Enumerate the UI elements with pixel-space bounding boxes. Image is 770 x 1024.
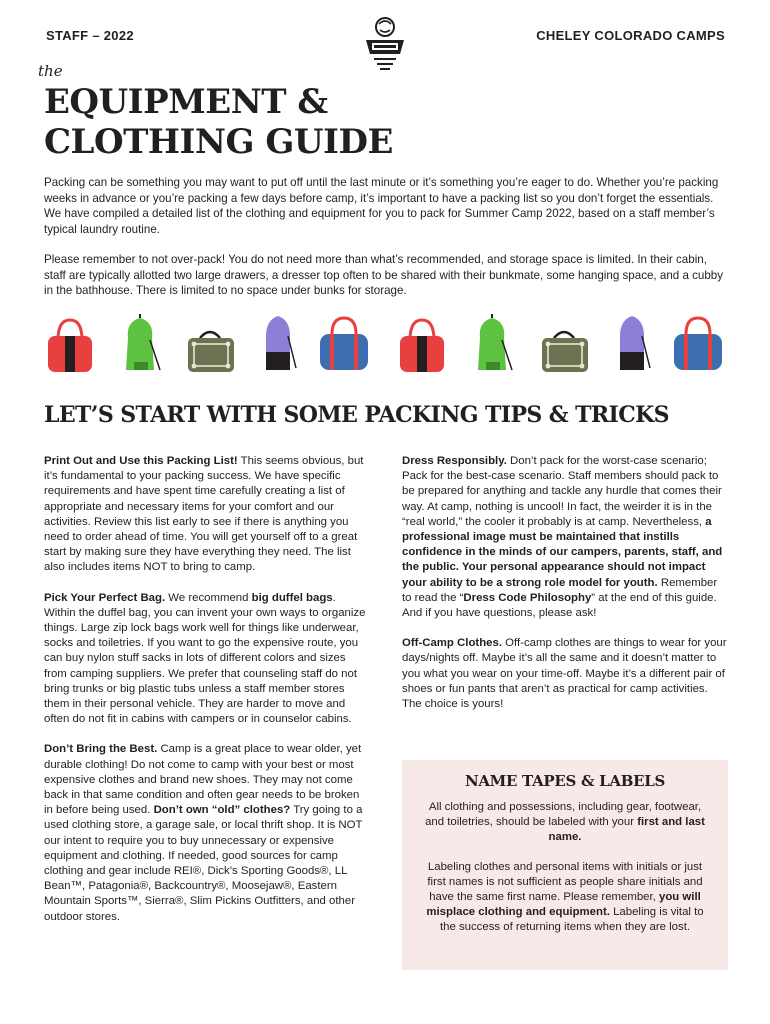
bag-purple-sack xyxy=(620,316,650,370)
bag-green-sack xyxy=(478,314,512,370)
bag-blue-duffel xyxy=(320,318,368,370)
name-tapes-paragraph-1 xyxy=(420,800,710,846)
intro-paragraph-2: Please remember to not over-pack! You do not need more than what’s recommended, and storage space is limited. In their cabin, staff are typically allotted two large drawers, a dresser top often to be shared with their bunkmate, some hanging space, and a cubby in the bathhouse. There is limited to no space under bunks for storage. xyxy=(44,253,724,298)
tip-dress-body-1: Don’t pack for the worst-case scenario; Pack for the best-case scenario. Staff members should pack to be prepared for anything and tackle any hurdle that comes their way. At camp, nothing is uncool! In fact, the weirder it is in the “real world,” the cooler it probably is at camp. Nevertheless, xyxy=(402,455,722,528)
bag-red-duffel xyxy=(48,320,92,372)
tip-bag-title: Pick Your Perfect Bag. xyxy=(44,591,166,604)
tip-best-title: Don’t Bring the Best. xyxy=(44,743,158,756)
tip-offcamp-body: Off-camp clothes are things to wear for your days/nights off. Maybe it’s all the same and it doesn’t matter to you what you wear on your time-off. Maybe it’s a different pair of shoes or fun pants that aren’t as practical for camp activities. The choice is yours! xyxy=(402,637,727,711)
name-tapes-paragraph-2 xyxy=(420,860,710,936)
title-prefix: the xyxy=(38,62,63,80)
name-tapes-heading: NAME TAPES & LABELS xyxy=(464,772,666,790)
title-line-1: EQUIPMENT & xyxy=(44,82,328,122)
tip-dress-title: Dress Responsibly. xyxy=(402,455,507,467)
tip-dress-body-3: ” at the end of this guide. And if you have questions, please ask! xyxy=(402,591,717,620)
tip-print-list xyxy=(44,454,370,576)
tip-best-body-2: Try going to a used clothing store, a garage sale, or local thrift shop. It is NOT our intent to require you to buy unnecessary or expensive equipment and clothing. If needed, good sources for camp clothing and gear include REI®, Dick’s Sporting Goods®, LL Bean™, Patagonia®, Backcountry®, Moosejaw®, Eastern Mountain Sports™, Sierra®, Slim Pickins Outfitters, and other outdoor stores. xyxy=(44,804,363,923)
header-staff-year: STAFF – 2022 xyxy=(46,28,134,43)
tip-bag-emphasis: big duffel bags xyxy=(251,591,333,604)
tips-right-column xyxy=(402,454,728,727)
intro-paragraph-1: Packing can be something you may want to put off until the last minute or it’s something you’re eager to do. Whether you’re packing weeks in advance or you’re packing a few days before camp, it’s important to have a packing list so you don’t forget the essentials. We have compiled a detailed list of the clothing and equipment for you to pack for Summer Camp 2022, based on a staff member’s typical laundry routine. xyxy=(44,176,719,236)
header-camp-name: CHELEY COLORADO CAMPS xyxy=(536,28,725,43)
name-tapes-p2-text: Labeling clothes and personal items with initials or just first names is not sufficient as people share initials and have the same first name. Please remember, xyxy=(427,860,703,904)
tip-dress-code-link: Dress Code Philosophy xyxy=(463,591,592,604)
tip-print-title: Print Out and Use this Packing List! xyxy=(44,455,238,467)
tip-dress-body-2: Remember to read the “ xyxy=(402,576,718,604)
tips-left-column xyxy=(44,454,370,940)
bag-olive-duffel xyxy=(542,332,588,372)
cheley-logo xyxy=(362,14,408,76)
bag-illustrations xyxy=(48,312,724,376)
tip-perfect-bag xyxy=(44,591,370,728)
name-tapes-p2-end: Labeling is vital to the success of returning items when they are lost. xyxy=(439,906,704,934)
tip-dress-responsibly xyxy=(402,454,728,621)
bag-red-duffel xyxy=(400,320,444,372)
tip-best-body-1: Camp is a great place to wear older, yet durable clothing! Do not come to camp with your best or most expensive clothes and brand new shoes. They may not come back in that same condition and often gear needs to be broken in before being used. xyxy=(44,743,362,817)
bag-purple-sack xyxy=(266,316,296,370)
name-tapes-p2-emphasis: you will misplace clothing and equipment. xyxy=(426,891,701,919)
tip-off-camp-clothes xyxy=(402,636,728,712)
bag-blue-duffel xyxy=(674,318,722,370)
bag-green-sack xyxy=(126,314,160,370)
tips-heading: LET’S START WITH SOME PACKING TIPS & TRICKS xyxy=(44,402,669,428)
tip-best-emphasis: Don’t own “old” clothes? xyxy=(153,804,291,817)
tip-dress-emphasis: a professional image must be maintained that instills confidence in the minds of our campers, parents, staff, and the public. Your personal appearance should not impact your ability to be a strong role model for youth. xyxy=(402,515,723,589)
tip-dont-bring-best xyxy=(44,742,370,924)
tip-print-body: This seems obvious, but it’s fundamental to your packing success. We have specific requirements and have spent time carefully creating a list of appropriate and necessary items for your comfort and our activities. Review this list early to see if there is anything you need to order ahead of time. You will get yourself off to a great start by making sure they have everything they need. The list also includes items NOT to bring to camp. xyxy=(44,455,364,574)
name-tapes-p1-text: All clothing and possessions, including gear, footwear, and toiletries, should be labeled with your xyxy=(425,801,702,829)
name-tapes-box xyxy=(402,760,728,970)
name-tapes-p1-emphasis: first and last name. xyxy=(548,816,705,844)
tip-offcamp-title: Off-Camp Clothes. xyxy=(402,637,502,650)
page-title xyxy=(44,82,393,162)
tip-bag-body: . Within the duffel bag, you can invent your own ways to organize things. Large zip lock bags work well for things like underwear, socks and toiletries. If you want to go the expensive route, you can buy nylon stuff sacks in lots of different colors and sizes from camping suppliers. We prefer that counseling staff do not bring trunks or big plastic tubs unless a staff member stores them in their personal vehicle. They are harder to move and often do not fit in cabins with campers or in counselor cabins. xyxy=(44,591,366,726)
bag-olive-duffel xyxy=(188,332,234,372)
title-line-2: CLOTHING GUIDE xyxy=(44,122,393,162)
tip-bag-pre: We recommend xyxy=(165,591,252,604)
